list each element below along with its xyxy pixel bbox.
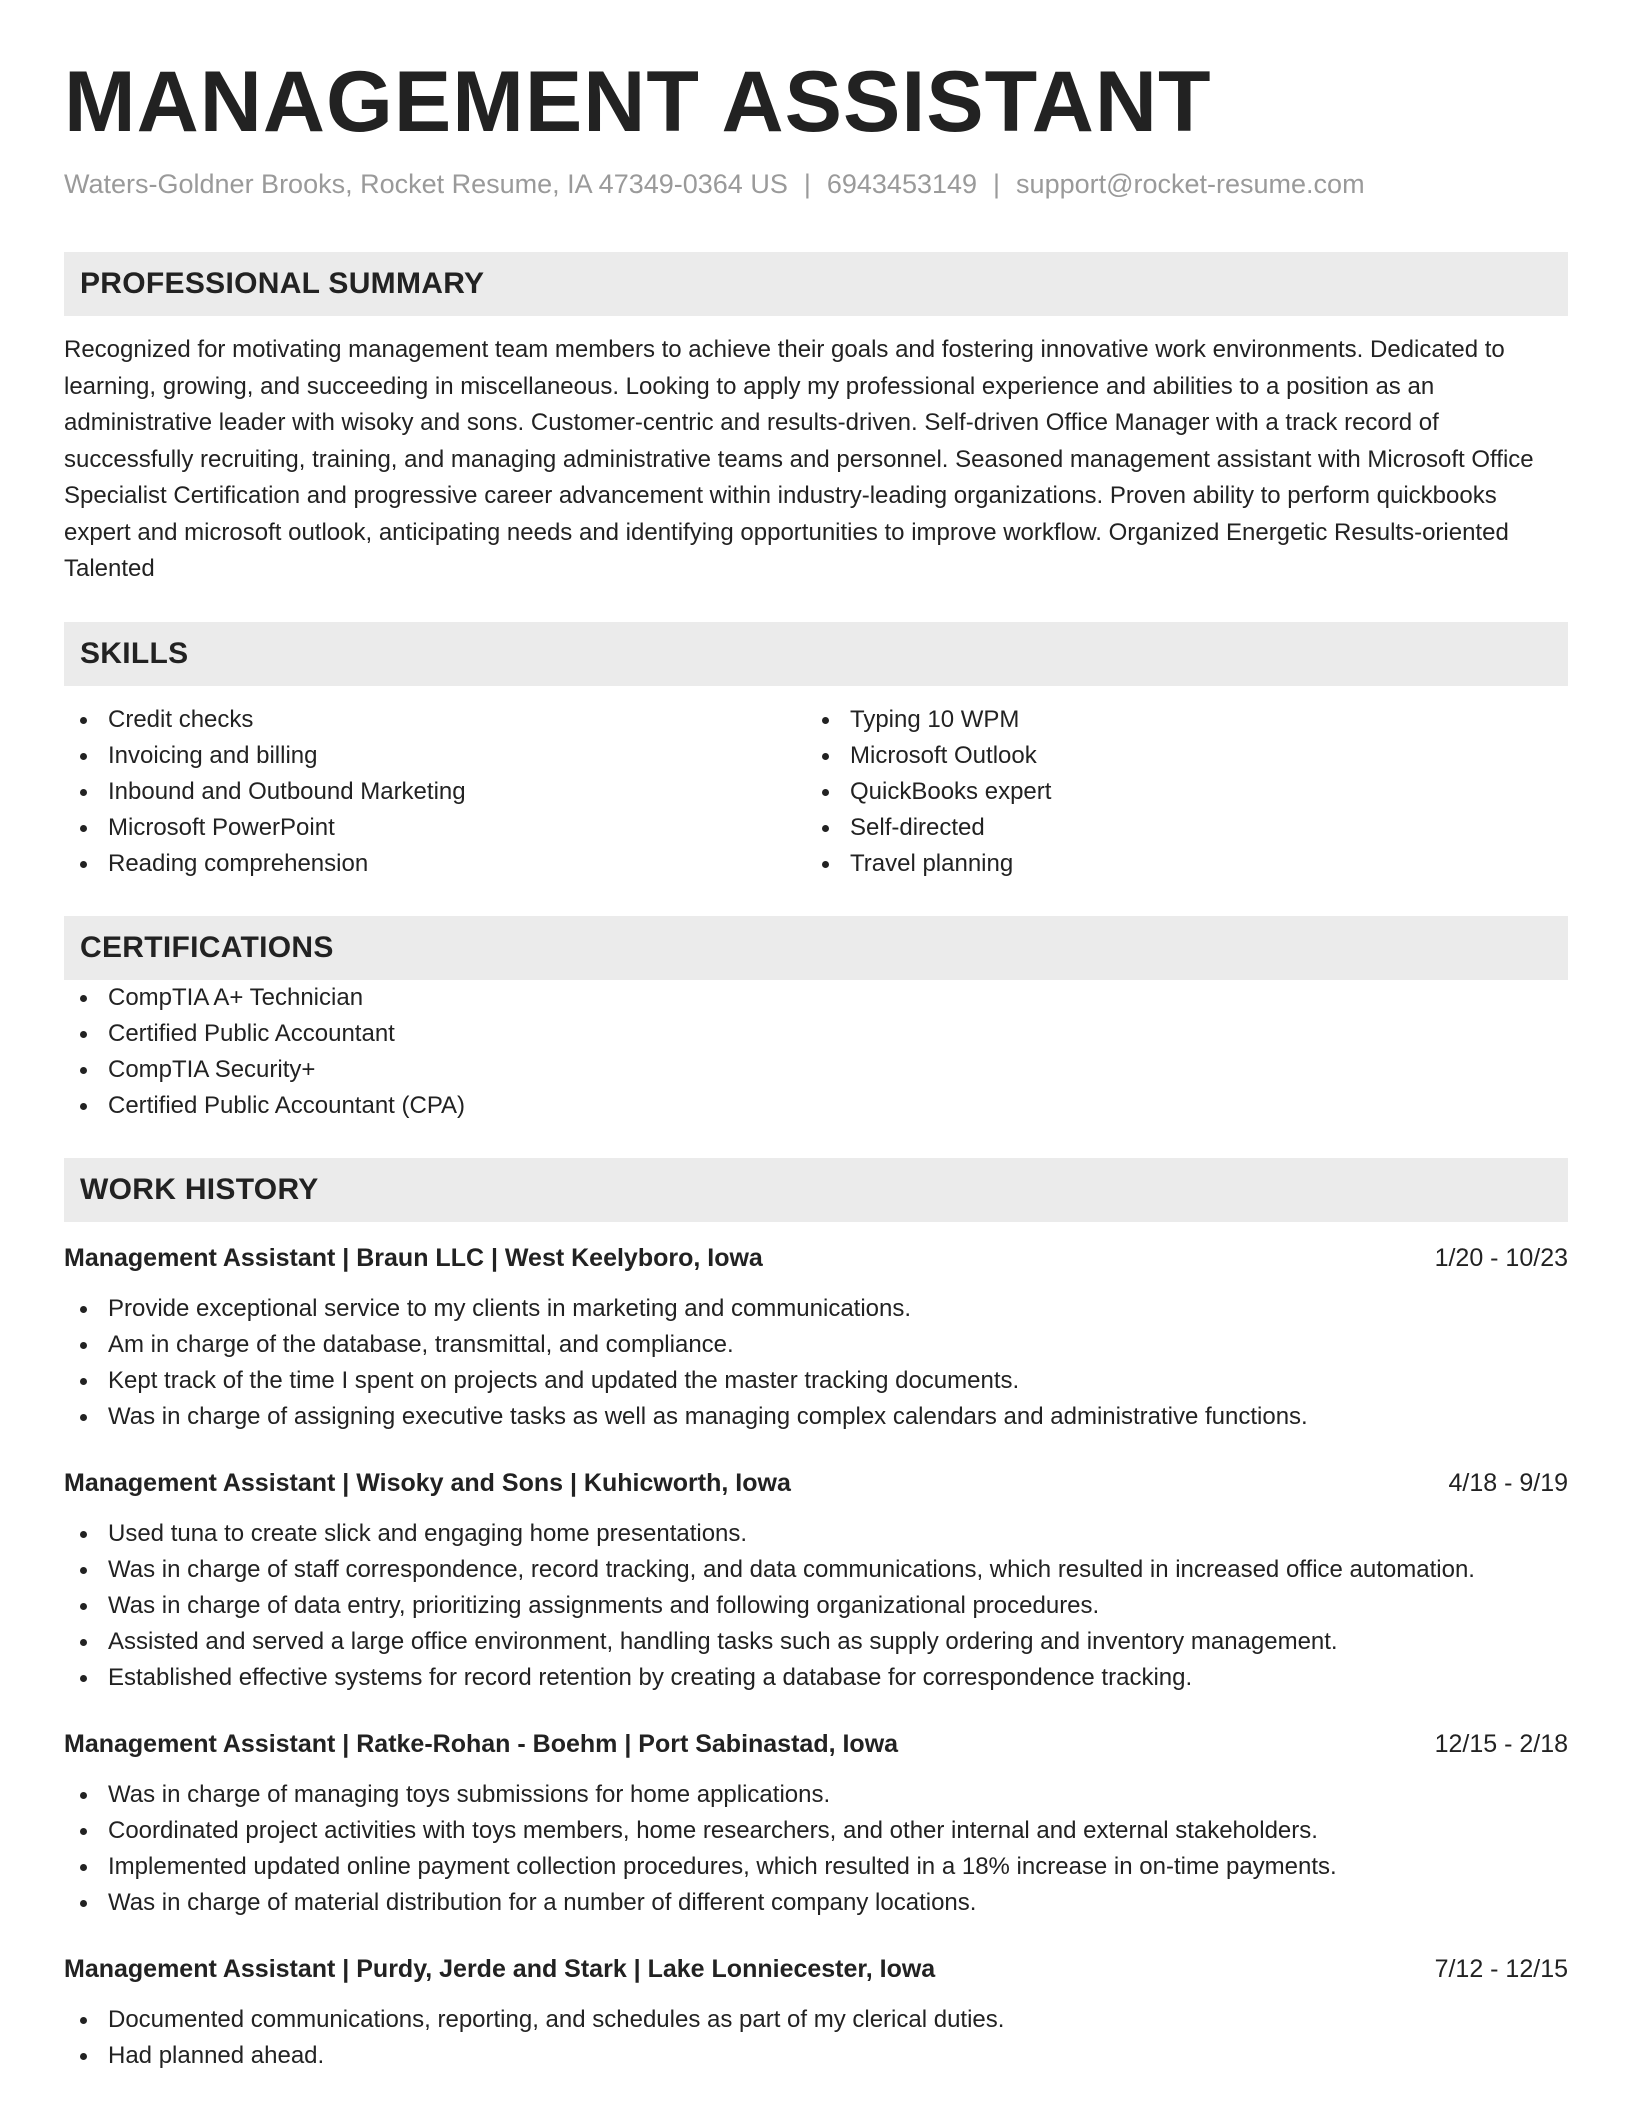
skills-heading: SKILLS <box>64 622 1568 686</box>
job-bullet: Was in charge of material distribution for a number of different company locations. <box>64 1885 1568 1921</box>
skills-section <box>64 622 1568 882</box>
job-bullets <box>64 2002 1568 2074</box>
job-bullet: Provide exceptional service to my clients in marketing and communications. <box>64 1291 1568 1327</box>
job-title: Management Assistant | Purdy, Jerde and Stark | Lake Lonniecester, Iowa <box>64 1954 936 1983</box>
certification-item: Certified Public Accountant (CPA) <box>64 1088 1568 1124</box>
contact-separator: | <box>993 169 1001 199</box>
job-title: Management Assistant | Braun LLC | West Keelyboro, Iowa <box>64 1243 763 1272</box>
job-header <box>64 1951 1568 1987</box>
work-history-heading: WORK HISTORY <box>64 1158 1568 1222</box>
job-header <box>64 1240 1568 1276</box>
job-bullet: Coordinated project activities with toys members, home researchers, and other internal and external stakeholders. <box>64 1813 1568 1849</box>
skills-right-list <box>806 702 1548 882</box>
job-bullets <box>64 1516 1568 1696</box>
job-dates: 4/18 - 9/19 <box>1448 1468 1568 1497</box>
skill-item: Reading comprehension <box>64 846 806 882</box>
skill-item: Self-directed <box>806 810 1548 846</box>
certification-item: Certified Public Accountant <box>64 1016 1568 1052</box>
job-bullet: Used tuna to create slick and engaging home presentations. <box>64 1516 1568 1552</box>
job-bullet: Was in charge of data entry, prioritizing assignments and following organizational procedures. <box>64 1588 1568 1624</box>
job-dates: 1/20 - 10/23 <box>1434 1243 1568 1272</box>
job-bullet: Had planned ahead. <box>64 2038 1568 2074</box>
skill-item: Microsoft PowerPoint <box>64 810 806 846</box>
job-bullet: Was in charge of staff correspondence, record tracking, and data communications, which resulted in increased office automation. <box>64 1552 1568 1588</box>
job-dates: 12/15 - 2/18 <box>1434 1729 1568 1758</box>
skill-item: Typing 10 WPM <box>806 702 1548 738</box>
summary-section <box>64 252 1568 588</box>
certifications-list <box>64 980 1568 1124</box>
job-bullet: Implemented updated online payment collection procedures, which resulted in a 18% increase in on-time payments. <box>64 1849 1568 1885</box>
job-entry <box>64 1465 1568 1696</box>
job-bullet: Kept track of the time I spent on projects and updated the master tracking documents. <box>64 1363 1568 1399</box>
certification-item: CompTIA Security+ <box>64 1052 1568 1088</box>
certifications-heading: CERTIFICATIONS <box>64 916 1568 980</box>
job-bullets <box>64 1291 1568 1435</box>
work-history-section <box>64 1158 1568 2074</box>
resume-name: MANAGEMENT ASSISTANT <box>64 54 1212 150</box>
contact-phone: 6943453149 <box>826 169 978 199</box>
job-header <box>64 1465 1568 1501</box>
job-bullets <box>64 1777 1568 1921</box>
job-bullet: Am in charge of the database, transmittal, and compliance. <box>64 1327 1568 1363</box>
job-entry <box>64 1240 1568 1435</box>
contact-line <box>64 166 1568 202</box>
job-bullet: Was in charge of assigning executive tasks as well as managing complex calendars and administrative functions. <box>64 1399 1568 1435</box>
job-bullet: Established effective systems for record retention by creating a database for correspondence tracking. <box>64 1660 1568 1696</box>
certification-item: CompTIA A+ Technician <box>64 980 1568 1016</box>
contact-separator: | <box>803 169 811 199</box>
summary-heading: PROFESSIONAL SUMMARY <box>64 252 1568 316</box>
contact-address: Waters-Goldner Brooks, Rocket Resume, IA 47349-0364 US <box>64 169 788 199</box>
certifications-section <box>64 916 1568 1124</box>
contact-email: support@rocket-resume.com <box>1016 169 1365 199</box>
skill-item: Inbound and Outbound Marketing <box>64 774 806 810</box>
job-entry <box>64 1726 1568 1921</box>
job-bullet: Assisted and served a large office environment, handling tasks such as supply ordering and inventory management. <box>64 1624 1568 1660</box>
job-bullet: Was in charge of managing toys submissions for home applications. <box>64 1777 1568 1813</box>
skill-item: Travel planning <box>806 846 1548 882</box>
skill-item: Credit checks <box>64 702 806 738</box>
skills-grid <box>64 702 1568 882</box>
skills-left-list <box>64 702 806 882</box>
skill-item: Invoicing and billing <box>64 738 806 774</box>
skill-item: QuickBooks expert <box>806 774 1548 810</box>
job-entry <box>64 1951 1568 2074</box>
summary-text: Recognized for motivating management team members to achieve their goals and fostering innovative work environments. Dedicated to learning, growing, and succeeding in miscellaneous. Looking to apply my professional experience and abilities to a position as an administrative leader with wisoky and sons. Customer-centric and results-driven. Self-driven Office Manager with a track record of successfully recruiting, training, and managing administrative teams and personnel. Seasoned management assistant with Microsoft Office Specialist Certification and progressive career advancement within industry-leading organizations. Proven ability to perform quickbooks expert and microsoft outlook, anticipating needs and identifying opportunities to improve workflow. Organized Energetic Results-oriented Talented <box>64 336 1534 582</box>
job-bullet: Documented communications, reporting, and schedules as part of my clerical duties. <box>64 2002 1568 2038</box>
job-dates: 7/12 - 12/15 <box>1434 1954 1568 1983</box>
job-header <box>64 1726 1568 1762</box>
job-title: Management Assistant | Ratke-Rohan - Boehm | Port Sabinastad, Iowa <box>64 1729 899 1758</box>
job-title: Management Assistant | Wisoky and Sons | Kuhicworth, Iowa <box>64 1468 791 1497</box>
skill-item: Microsoft Outlook <box>806 738 1548 774</box>
